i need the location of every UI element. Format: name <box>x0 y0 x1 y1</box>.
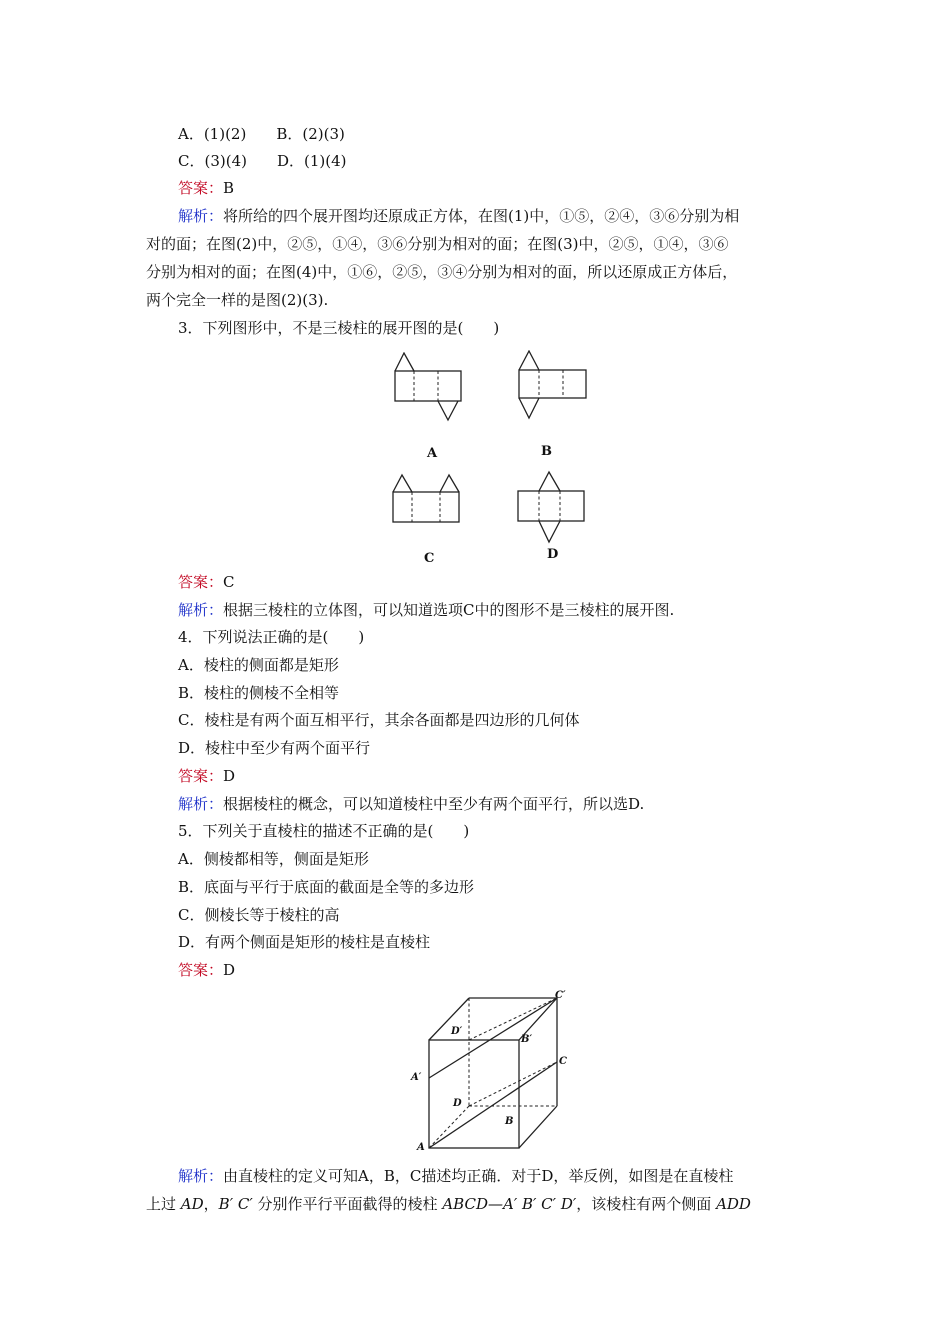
figure-label-d: D <box>547 547 559 562</box>
answer-value: C <box>223 573 235 591</box>
answer-label: 答案： <box>178 573 224 591</box>
q2-analysis-line1 <box>178 206 739 226</box>
figure-label-c: C <box>424 551 435 566</box>
q4-option-c: C．棱柱是有两个面互相平行，其余各面都是四边形的几何体 <box>178 711 580 729</box>
analysis-label: 解析： <box>178 795 224 813</box>
q3-answer <box>178 572 235 592</box>
q4-analysis <box>178 794 644 814</box>
figure-label-a: A <box>427 446 438 461</box>
q4-answer <box>178 766 235 786</box>
net-figure-b <box>516 350 590 422</box>
answer-label: 答案： <box>178 767 224 785</box>
analysis-text: ，该棱柱有两个侧面 <box>576 1195 712 1213</box>
answer-label: 答案： <box>178 179 224 197</box>
segment-bc: B′ C′ <box>218 1195 253 1213</box>
analysis-label: 解析： <box>178 1167 224 1185</box>
analysis-text: 由直棱柱的定义可知A，B，C描述均正确．对于D，举反例，如图是在直棱柱 <box>223 1167 734 1185</box>
q3-analysis <box>178 600 674 620</box>
figure-label-b: B <box>541 444 552 459</box>
q4-stem: 4．下列说法正确的是( ) <box>178 628 365 646</box>
q2-analysis-line2: 对的面；在图(2)中，②⑤，①④，③⑥分别为相对的面；在图(3)中，②⑤，①④，③⑥ <box>146 235 729 253</box>
q5-option-a: A．侧棱都相等，侧面是矩形 <box>178 850 369 868</box>
vertex-c-prime: C′ <box>555 990 566 1001</box>
q5-option-d: D．有两个侧面是矩形的棱柱是直棱柱 <box>178 933 431 951</box>
prism-name: ABCD—A′ B′ C′ D′ <box>442 1195 577 1213</box>
answer-value: D <box>223 961 236 979</box>
prism-figure <box>405 990 585 1156</box>
face-name: ADD <box>716 1195 751 1213</box>
net-figure-c <box>389 473 464 525</box>
q3-stem: 3．下列图形中，不是三棱柱的展开图的是( ) <box>178 319 500 337</box>
answer-label: 答案： <box>178 961 224 979</box>
segment-ad: AD <box>180 1195 204 1213</box>
vertex-a: A <box>417 1142 425 1153</box>
analysis-text: 分别作平行平面截得的棱柱 <box>257 1195 438 1213</box>
analysis-label: 解析： <box>178 601 224 619</box>
vertex-d-prime: D′ <box>451 1026 463 1037</box>
q4-option-d: D．棱柱中至少有两个面平行 <box>178 739 371 757</box>
q5-option-c: C．侧棱长等于棱柱的高 <box>178 906 340 924</box>
q4-option-a: A．棱柱的侧面都是矩形 <box>178 656 339 674</box>
q5-analysis-line1 <box>178 1166 733 1186</box>
q5-analysis-line2 <box>146 1194 751 1214</box>
net-figure-a <box>390 352 466 424</box>
q2-analysis-line3: 分别为相对的面；在图(4)中，①⑥，②⑤，③④分别为相对的面，所以还原成正方体后， <box>146 263 738 281</box>
analysis-text: 根据三棱柱的立体图，可以知道选项C中的图形不是三棱柱的展开图. <box>223 601 675 619</box>
vertex-b-prime: B′ <box>521 1034 533 1045</box>
answer-value: B <box>223 179 235 197</box>
q5-option-b: B．底面与平行于底面的截面是全等的多边形 <box>178 878 475 896</box>
analysis-text: 将所给的四个展开图均还原成正方体，在图(1)中，①⑤，②④，③⑥分别为相 <box>223 207 740 225</box>
vertex-d: D <box>453 1098 462 1109</box>
vertex-c: C <box>559 1056 567 1067</box>
vertex-b: B <box>505 1116 514 1127</box>
q5-answer <box>178 960 235 980</box>
analysis-text: 上过 <box>146 1195 177 1213</box>
q2-choices-row1: A．(1)(2) B．(2)(3) <box>178 125 345 143</box>
q2-choices-row2: C．(3)(4) D．(1)(4) <box>178 152 347 170</box>
answer-value: D <box>223 767 236 785</box>
q5-stem: 5．下列关于直棱柱的描述不正确的是( ) <box>178 822 470 840</box>
analysis-text: 根据棱柱的概念，可以知道棱柱中至少有两个面平行，所以选D. <box>223 795 645 813</box>
q2-analysis-line4: 两个完全一样的是图(2)(3). <box>146 291 329 309</box>
q2-answer <box>178 178 234 198</box>
q4-option-b: B．棱柱的侧棱不全相等 <box>178 684 340 702</box>
analysis-label: 解析： <box>178 207 224 225</box>
analysis-text: ， <box>203 1195 219 1213</box>
net-figure-d <box>515 469 587 545</box>
vertex-a-prime: A′ <box>411 1072 422 1083</box>
